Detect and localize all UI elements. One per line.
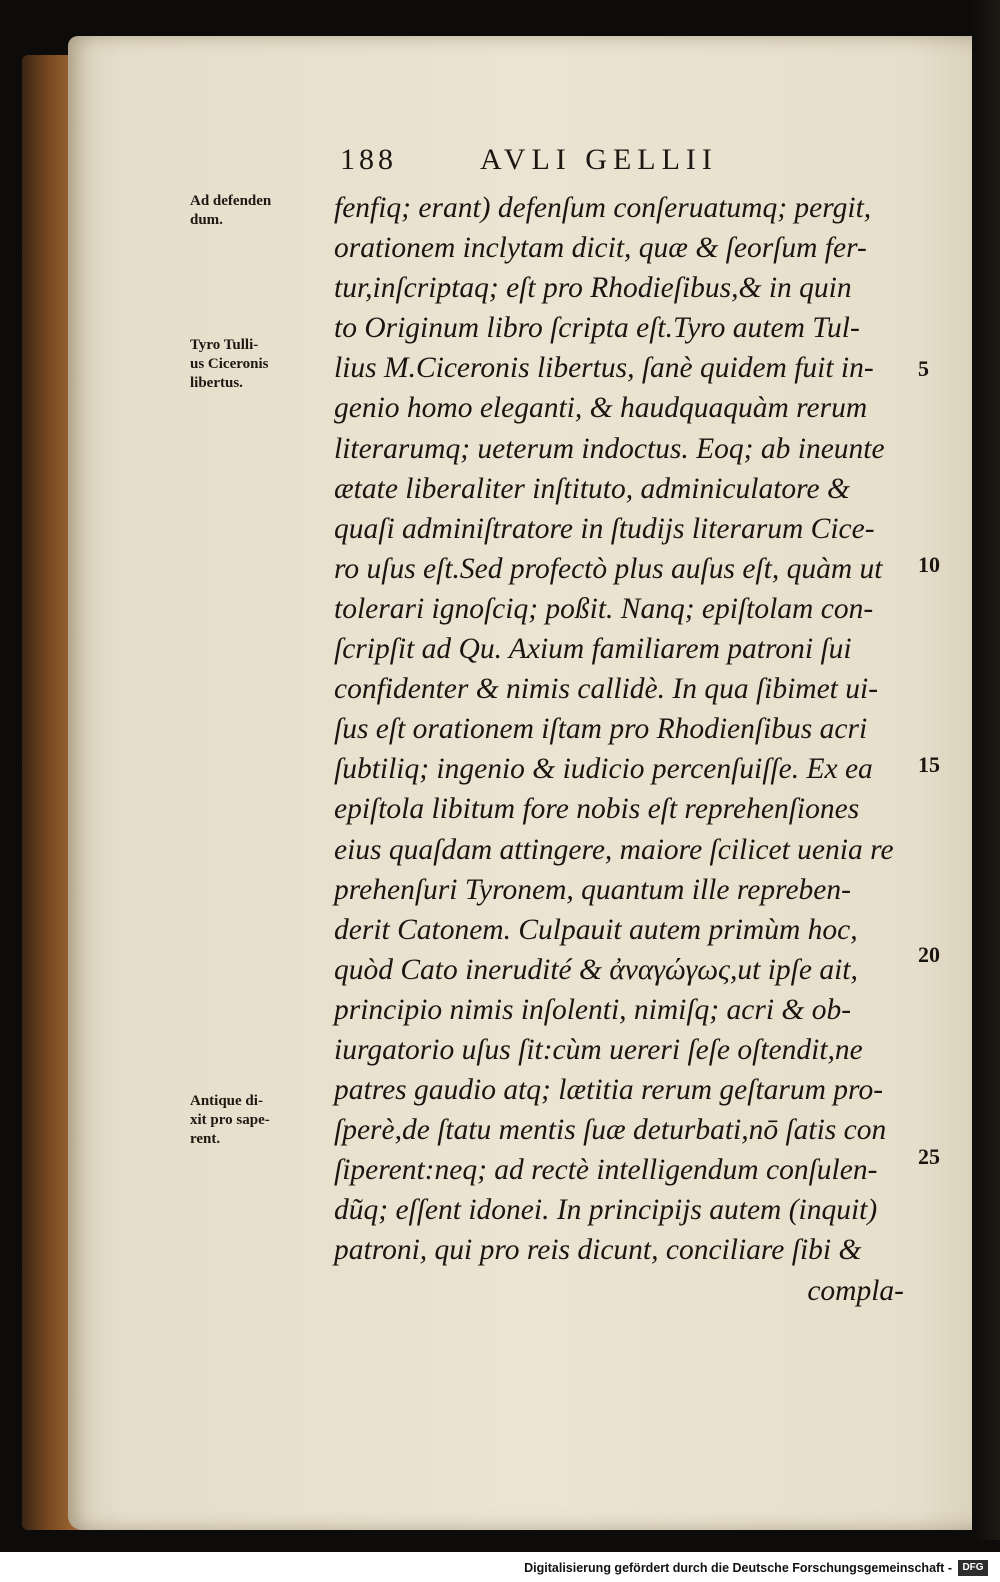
text-line: patres gaudio atq; lætitia rerum geſtarum pro- bbox=[334, 1074, 884, 1107]
text-line: tolerari ignoſciq; poßit. Nanq; epiſtolam con- bbox=[334, 592, 874, 625]
footer-credit: Digitalisierung gefördert durch die Deutsche Forschungsgemeinschaft - bbox=[524, 1561, 952, 1575]
dfg-logo-icon: DFG bbox=[958, 1560, 988, 1576]
catchword: compla- bbox=[807, 1274, 904, 1307]
text-line: derit Catonem. Culpauit autem primùm hoc, bbox=[334, 913, 858, 946]
text-line: ſus eſt orationem iſtam pro Rhodienſibus acri bbox=[334, 713, 868, 746]
margin-note-2: Tyro Tulli- us Ciceronis libertus. bbox=[190, 337, 269, 391]
text-line: dũq; eſſent idonei. In principijs autem (inquit) bbox=[334, 1194, 878, 1227]
text-line: eius quaſdam attingere, maiore ſcilicet uenia re bbox=[334, 833, 894, 866]
text-line: patroni, qui pro reis dicunt, conciliare ſibi & bbox=[334, 1234, 862, 1267]
line-number-5: 5 bbox=[918, 356, 929, 381]
text-line: ſperè,de ſtatu mentis ſuæ deturbati,nō ſatis con bbox=[334, 1114, 887, 1147]
line-number-25: 25 bbox=[918, 1144, 940, 1169]
text-line: prehenſuri Tyronem, quantum ille repreben- bbox=[334, 873, 851, 906]
text-line: literarumq; ueterum indoctus. Eoq; ab ineunte bbox=[334, 432, 885, 465]
text-line: ætate liberaliter inſtituto, adminiculatore & bbox=[334, 472, 850, 505]
footer-bar bbox=[0, 1552, 1000, 1582]
margin-note-1: Ad defenden dum. bbox=[190, 193, 272, 228]
line-number-10: 10 bbox=[918, 552, 940, 577]
page-gutter-shadow bbox=[972, 0, 1000, 1540]
line-number-15: 15 bbox=[918, 752, 940, 777]
text-line: fenfiq; erant) defenſum conſeruatumq; pergit, bbox=[334, 192, 872, 224]
text-line: genio homo eleganti, & haudquaquàm rerum bbox=[334, 392, 868, 425]
text-line: ſubtiliq; ingenio & iudicio percenſuiſſe. Ex ea bbox=[334, 753, 873, 786]
text-line: to Originum libro ſcripta eſt.Tyro autem Tul- bbox=[334, 312, 860, 345]
text-line: iurgatorio uſus ſit:cùm uereri ſeſe oſtendit,ne bbox=[334, 1033, 863, 1066]
text-line: ro uſus eſt.Sed profectò plus auſus eſt, quàm ut bbox=[334, 552, 883, 585]
running-header bbox=[340, 143, 760, 183]
body-text bbox=[334, 188, 914, 1311]
text-line: ſcripſit ad Qu. Axium familiarem patroni ſui bbox=[334, 633, 852, 666]
line-number-20: 20 bbox=[918, 942, 940, 967]
text-line: principio nimis inſolenti, nimiſq; acri & ob- bbox=[334, 993, 852, 1026]
running-title: AVLI GELLII bbox=[480, 143, 718, 176]
text-line: tur,inſcriptaq; eſt pro Rhodieſibus,& in quin bbox=[334, 272, 852, 305]
text-line: confidenter & nimis callidè. In qua ſibimet ui- bbox=[334, 673, 879, 706]
text-line: ſiperent:neq; ad rectè intelligendum conſulen- bbox=[334, 1154, 878, 1187]
margin-note-3: Antique di- xit pro sape- rent. bbox=[190, 1093, 270, 1147]
text-line: orationem inclytam dicit, quæ & ſeorſum fer- bbox=[334, 232, 867, 265]
text-line: lius M.Ciceronis libertus, ſanè quidem fuit in- bbox=[334, 352, 874, 385]
text-line: epiſtola libitum fore nobis eſt reprehenſiones bbox=[334, 793, 860, 826]
text-line: quòd Cato inerudité & ἀναγώγως,ut ipſe ait, bbox=[334, 953, 858, 986]
text-line: quaſi adminiſtratore in ſtudijs literarum Cice- bbox=[334, 512, 875, 545]
page-number: 188 bbox=[340, 143, 397, 176]
